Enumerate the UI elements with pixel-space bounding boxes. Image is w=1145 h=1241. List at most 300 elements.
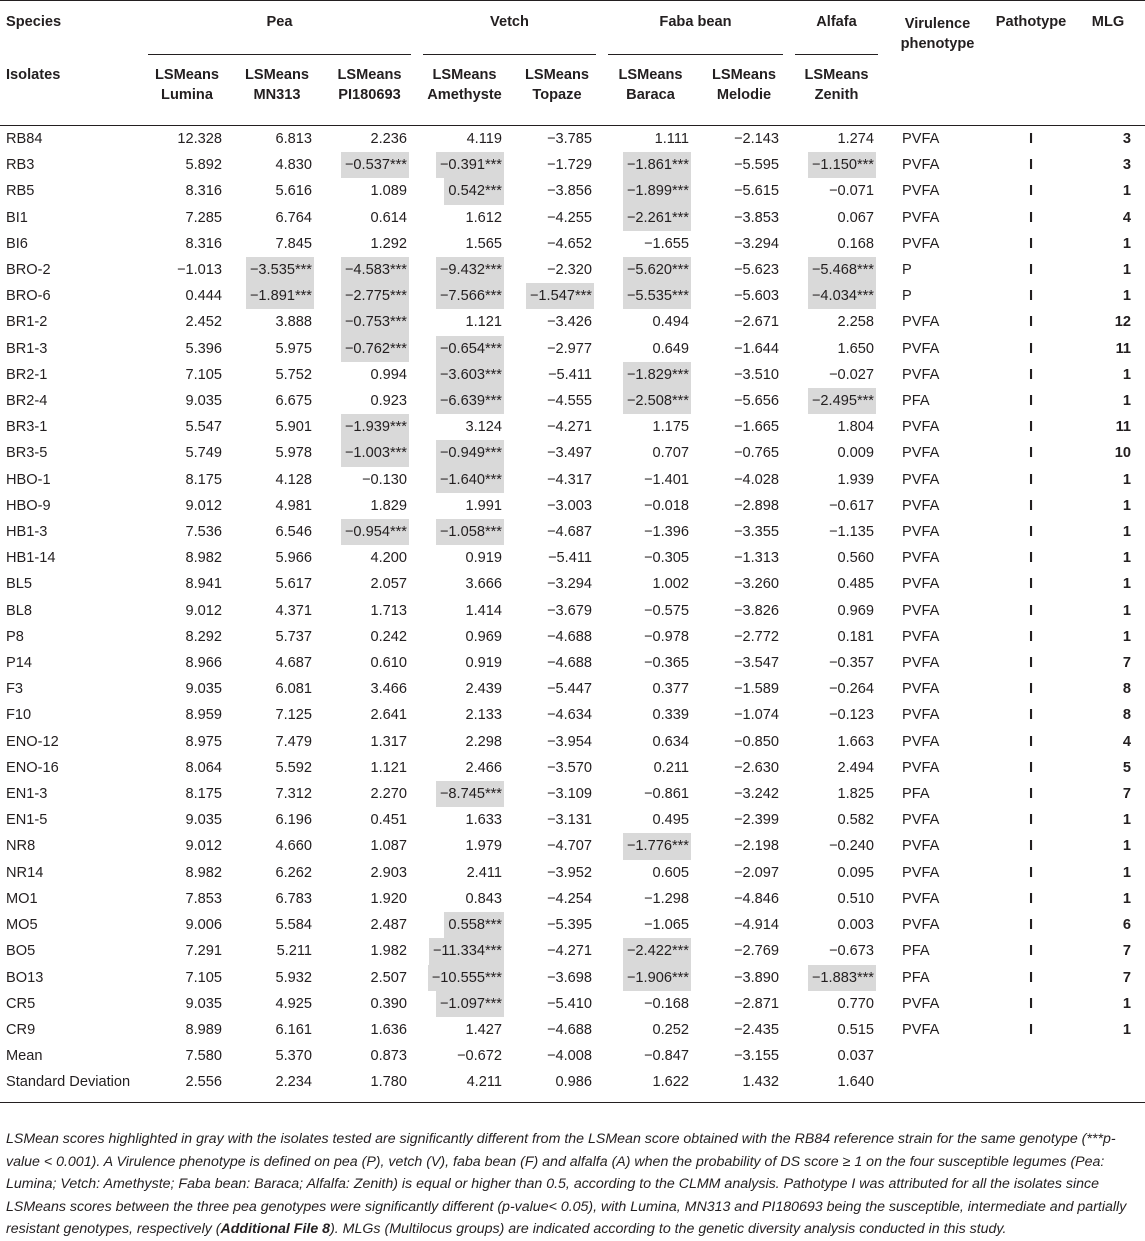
significance-marker: *** [294,262,312,279]
lsmean-cell: 1.825 [837,786,874,803]
col-header-lumina: LSMeans Lumina [154,67,220,103]
lsmean-cell: −3.131 [546,812,592,829]
lsmean-cell [417,440,512,466]
mlg-value: 1 [1122,1021,1131,1038]
lsmean-cell: 5.978 [275,445,312,462]
significant-highlight: −1.829*** [623,362,691,388]
lsmean-cell: 5.584 [275,917,312,934]
lsmean-cell: −4.846 [733,890,779,907]
lsmean-cell: 0.181 [837,628,874,645]
significance-marker: *** [484,366,502,383]
mlg-value: 1 [1122,628,1131,645]
lsmean-cell: 1.565 [465,235,502,252]
pathotype: I [1028,157,1034,174]
mlg-value: 4 [1122,209,1131,226]
virulence-phenotype: PVFA [902,471,940,488]
mlg-value: 3 [1122,157,1131,174]
lsmean-cell [417,152,512,178]
lsmean-cell: −3.890 [733,969,779,986]
lsmean-cell: −2.097 [733,864,779,881]
pathotype: I [1028,864,1034,881]
lsmean-cell: −5.615 [733,183,779,200]
lsmean-cell: −1.401 [643,471,689,488]
lsmean-cell: 0.003 [837,917,874,934]
lsmean-cell: 0.707 [652,445,689,462]
pathotype: I [1028,628,1034,645]
isolate-name: BO13 [6,969,44,986]
isolate-name: NR14 [6,864,44,881]
lsmean-cell: −0.130 [361,471,407,488]
lsmean-cell: −3.294 [546,576,592,593]
significant-highlight: −1.891*** [246,283,314,309]
col-header-pi180693: LSMeans PI180693 [337,67,402,103]
significant-highlight: −1.899*** [623,178,691,204]
lsmean-cell: 0.843 [465,890,502,907]
significant-highlight: −1.547*** [526,283,594,309]
lsmean-cell: 6.764 [275,209,312,226]
significance-marker: *** [856,157,874,174]
pathotype: I [1028,995,1034,1012]
significant-highlight: −11.334*** [429,938,504,964]
significant-highlight: −2.495*** [808,388,876,414]
lsmean-cell: −2.399 [733,812,779,829]
isolate-name: HBO-1 [6,471,51,488]
mlg-value: 1 [1122,995,1131,1012]
lsmean-cell: −4.254 [546,890,592,907]
lsmean-cell: 9.012 [185,602,222,619]
lsmean-cell: 7.285 [185,209,222,226]
isolate-name: MO5 [6,917,38,934]
lsmean-cell: 0.614 [370,209,407,226]
table-row [0,1017,1145,1043]
significance-marker: *** [484,471,502,488]
table-row [0,702,1145,728]
significance-marker: *** [484,917,502,934]
isolate-name: BR2-1 [6,366,48,383]
lsmean-cell: 7.479 [275,733,312,750]
significance-marker: *** [484,288,502,305]
isolate-name: BI6 [6,235,28,252]
lsmean-cell: 1.121 [465,314,502,331]
lsmean-cell: 1.939 [837,471,874,488]
lsmean-cell: 8.966 [185,655,222,672]
col-header-amethyste: LSMeans Amethyste [427,67,502,103]
significance-marker: *** [484,786,502,803]
lsmean-cell: 7.312 [275,786,312,803]
lsmean-cell: −2.898 [733,497,779,514]
lsmean-cell: 0.969 [837,602,874,619]
lsmean-cell [322,309,417,335]
table-row [0,362,1145,388]
pathotype: I [1028,550,1034,567]
isolate-name: EN1-3 [6,786,48,803]
mlg-value: 1 [1122,602,1131,619]
significance-marker: *** [671,183,689,200]
lsmean-cell: −3.426 [546,314,592,331]
lsmean-cell: −1.013 [176,262,222,279]
lsmean-cell: −3.497 [546,445,592,462]
isolate-name: BR2-4 [6,393,48,410]
lsmean-cell: 1.780 [370,1074,407,1091]
significance-marker: *** [671,288,689,305]
significant-highlight: 0.542*** [444,178,504,204]
significant-highlight: −0.954*** [341,519,409,545]
significant-highlight: −5.620*** [623,257,691,283]
lsmean-cell: 1.087 [370,838,407,855]
lsmean-cell: −4.652 [546,235,592,252]
lsmean-cell: 0.770 [837,995,874,1012]
lsmean-cell: 7.105 [185,969,222,986]
virulence-phenotype: PVFA [902,419,940,436]
lsmean-cell: 9.012 [185,497,222,514]
table-row [0,493,1145,519]
lsmean-cell: −2.320 [546,262,592,279]
lsmean-cell: −3.785 [546,131,592,147]
lsmean-cell: −2.198 [733,838,779,855]
virulence-phenotype: PFA [902,786,930,803]
lsmean-cell: −3.856 [546,183,592,200]
lsmean-cell: −3.679 [546,602,592,619]
pathotype: I [1028,524,1034,541]
lsmean-cell [322,414,417,440]
significant-highlight: −2.775*** [341,283,409,309]
group-header-faba-bean: Faba bean [659,14,732,30]
significant-highlight: −2.261*** [623,205,691,231]
virulence-phenotype: PVFA [902,340,940,357]
lsmean-cell: 1.991 [465,497,502,514]
lsmean-cell [602,938,699,964]
significant-highlight: −0.762*** [341,336,409,362]
lsmean-cell: 2.411 [466,864,502,881]
lsmean-cell [417,938,512,964]
lsmean-cell: 9.006 [185,917,222,934]
virulence-phenotype: PVFA [902,157,940,174]
lsmean-cell [602,205,699,231]
lsmean-cell [417,336,512,362]
lsmean-cell [417,781,512,807]
virulence-phenotype: PVFA [902,235,940,252]
significant-highlight: −1.150*** [808,152,876,178]
pathotype: I [1028,681,1034,698]
table-row [0,833,1145,859]
virulence-phenotype: PVFA [902,812,940,829]
significant-highlight: −1.776*** [623,833,691,859]
lsmean-cell [512,283,602,309]
lsmean-cell: −1.589 [733,681,779,698]
significant-highlight: −0.753*** [341,309,409,335]
lsmean-cell: 4.660 [275,838,312,855]
virulence-phenotype: PVFA [902,131,940,147]
lsmean-cell: −3.826 [733,602,779,619]
lsmean-cell: 4.925 [275,995,312,1012]
lsmean-cell: −0.365 [643,655,689,672]
lsmean-cell: 0.009 [837,445,874,462]
significant-highlight: −5.535*** [623,283,691,309]
lsmean-cell [602,362,699,388]
lsmean-cell: −0.861 [643,786,689,803]
lsmean-cell: 8.989 [185,1021,222,1038]
col-header-melodie: LSMeans Melodie [711,67,777,103]
lsmean-cell: −1.729 [546,157,592,174]
table-row [0,729,1145,755]
lsmean-cell: −0.673 [828,943,874,960]
significance-marker: *** [671,209,689,226]
isolate-name: RB84 [6,131,43,147]
lsmean-cell: 7.580 [185,1048,222,1065]
significant-highlight: −2.508*** [623,388,691,414]
col-header-zenith: LSMeans Zenith [804,67,869,103]
virulence-header: Virulence phenotype [900,16,975,52]
isolate-name: BR1-3 [6,340,48,357]
table-row [0,545,1145,571]
pathotype: I [1028,759,1034,776]
significance-marker: *** [484,943,502,960]
table-row [0,205,1145,231]
lsmean-cell: 5.396 [185,340,222,357]
mlg-value: 1 [1122,812,1131,829]
virulence-phenotype: PVFA [902,995,940,1012]
table-row [0,231,1145,257]
lsmean-cell: −4.271 [546,943,592,960]
lsmean-cell: 9.035 [185,393,222,410]
lsmean-cell: 4.211 [466,1074,502,1091]
lsmean-cell: 1.121 [370,759,407,776]
lsmean-cell: −5.395 [546,917,592,934]
isolate-name: HB1-3 [6,524,48,541]
pathotype: I [1028,471,1034,488]
significant-highlight: −1.883*** [808,965,876,991]
lsmean-cell: −4.317 [546,471,592,488]
significance-marker: *** [671,262,689,279]
lsmean-cell: −5.623 [733,262,779,279]
lsmean-cell: 2.452 [185,314,222,331]
pathotype: I [1028,419,1034,436]
significance-marker: *** [484,524,502,541]
additional-file-link[interactable]: Additional File 8 [220,1221,331,1237]
lsmean-cell: −0.357 [828,655,874,672]
lsmean-cell: −2.769 [733,943,779,960]
significant-highlight: −1.640*** [436,467,504,493]
lsmean-cell: −1.396 [643,524,689,541]
lsmean-cell: 1.979 [465,838,502,855]
lsmean-cell: 2.494 [837,759,874,776]
lsmean-cell: 2.641 [370,707,407,724]
lsmean-cell: 1.920 [370,890,407,907]
pathotype [991,1069,1071,1095]
lsmean-cell: 0.095 [837,864,874,881]
isolate-name: BRO-2 [6,262,51,279]
isolates-header: Isolates [6,67,61,83]
lsmean-cell: 1.804 [837,419,874,436]
pathotype: I [1028,235,1034,252]
lsmean-cell: 0.515 [837,1021,874,1038]
significance-marker: *** [484,262,502,279]
lsmean-cell [789,388,884,414]
lsmean-cell: 1.829 [370,497,407,514]
lsmean-cell: −2.143 [733,131,779,147]
table-row [0,912,1145,938]
lsmean-cell: 0.485 [837,576,874,593]
lsmean-cell: 6.161 [275,1021,312,1038]
table-row [0,571,1145,597]
lsmean-cell: −4.271 [546,419,592,436]
significance-marker: *** [671,366,689,383]
significance-marker: *** [671,393,689,410]
lsmean-cell: −2.630 [733,759,779,776]
pathotype: I [1028,576,1034,593]
lsmean-cell: 5.752 [275,366,312,383]
lsmean-cell: 1.414 [465,602,502,619]
isolate-name: P14 [6,655,32,672]
mlg-value: 1 [1122,550,1131,567]
mlg-value: 10 [1114,445,1131,462]
lsmean-cell: 0.339 [652,707,689,724]
isolate-name: P8 [6,628,24,645]
significance-marker: *** [671,157,689,174]
pathotype [991,1043,1071,1069]
significant-highlight: −1.939*** [341,414,409,440]
lsmean-cell: 5.975 [275,340,312,357]
lsmean-cell: 5.211 [276,943,312,960]
virulence-phenotype: PVFA [902,209,940,226]
lsmean-cell: −3.260 [733,576,779,593]
virulence-phenotype: PVFA [902,183,940,200]
lsmean-cell: −3.355 [733,524,779,541]
virulence-phenotype: PVFA [902,759,940,776]
lsmean-cell [417,991,512,1017]
lsmean-cell [417,388,512,414]
lsmean-cell: −5.411 [548,366,592,383]
lsmean-cell: −3.952 [546,864,592,881]
lsmean-cell: 2.903 [370,864,407,881]
lsmean-cell: 2.466 [465,759,502,776]
lsmean-cell: −0.978 [643,628,689,645]
lsmean-cell: 6.081 [275,681,312,698]
lsmean-cell [602,283,699,309]
lsmean-cell: 0.919 [465,655,502,672]
virulence-phenotype: PVFA [902,733,940,750]
lsmean-cell: −3.294 [733,235,779,252]
isolate-name: HBO-9 [6,497,51,514]
lsmean-cell: 3.466 [370,681,407,698]
mlg-value: 1 [1122,471,1131,488]
significance-marker: *** [389,288,407,305]
lsmean-cell: −3.155 [733,1048,779,1065]
significant-highlight: 0.558*** [444,912,504,938]
lsmean-cell: 1.111 [654,131,689,147]
virulence-phenotype: PVFA [902,524,940,541]
pathotype: I [1028,1021,1034,1038]
lsmean-cell: 9.012 [185,838,222,855]
significance-marker: *** [389,445,407,462]
mlg-value: 1 [1122,235,1131,252]
lsmean-cell: 1.292 [370,235,407,252]
significant-highlight: −8.745*** [436,781,504,807]
lsmean-cell: 0.444 [185,288,222,305]
mlg-value: 1 [1122,262,1131,279]
virulence-phenotype: PFA [902,943,930,960]
lsmean-cell [789,152,884,178]
lsmean-cell: 7.105 [185,366,222,383]
lsmean-cell: −4.914 [733,917,779,934]
isolate-name: CR5 [6,995,36,1012]
lsmean-cell: 4.371 [275,602,312,619]
isolate-name: HB1-14 [6,550,56,567]
lsmean-cell: −0.305 [643,550,689,567]
table-row [0,965,1145,991]
lsmean-cell: −0.264 [828,681,874,698]
lsmean-cell: 7.845 [275,235,312,252]
pathotype: I [1028,917,1034,934]
table-row [0,126,1145,152]
mlg-value: 7 [1122,655,1131,672]
lsmean-cell: 7.536 [185,524,222,541]
lsmean-cell: −0.018 [643,497,689,514]
lsmean-cell: −4.008 [546,1048,592,1065]
lsmean-cell: −1.074 [733,707,779,724]
pathotype: I [1028,340,1034,357]
lsmean-cell [417,283,512,309]
significant-highlight: −3.603*** [436,362,504,388]
significant-highlight: −4.034*** [808,283,876,309]
lsmean-cell: 8.316 [185,235,222,252]
lsmean-cell: −2.871 [733,995,779,1012]
mlg-value: 11 [1115,419,1131,436]
lsmean-cell: −3.954 [546,733,592,750]
lsmean-cell [602,178,699,204]
significant-highlight: −1.003*** [341,440,409,466]
virulence-phenotype: PFA [902,969,930,986]
lsmean-cell: 0.986 [555,1074,592,1091]
lsmean-cell [602,388,699,414]
lsmean-cell: 4.981 [275,497,312,514]
mlg-value: 8 [1122,707,1131,724]
lsmean-cell: 1.713 [370,602,407,619]
lsmean-cell: 2.556 [185,1074,222,1091]
lsmean-cell [789,257,884,283]
pathotype: I [1028,655,1034,672]
table-row [0,388,1145,414]
virulence-phenotype: PVFA [902,864,940,881]
lsmean-cell: 5.592 [275,759,312,776]
mlg-value: 1 [1122,890,1131,907]
table-row [0,178,1145,204]
lsmean-cell: −4.688 [546,628,592,645]
lsmean-cell [602,833,699,859]
table-row [0,1069,1145,1095]
isolate-name: RB3 [6,157,35,174]
lsmean-cell: −0.672 [456,1048,502,1065]
isolate-name: BR1-2 [6,314,48,331]
significant-highlight: −6.639*** [436,388,504,414]
table-row [0,781,1145,807]
lsmean-cell: −0.575 [643,602,689,619]
lsmean-cell: −4.555 [546,393,592,410]
lsmean-cell: −5.595 [733,157,779,174]
lsmean-cell: 2.133 [465,707,502,724]
lsmean-cell: 0.242 [370,628,407,645]
lsmean-cell: 0.560 [837,550,874,567]
lsmean-cell: 5.892 [185,157,222,174]
significance-marker: *** [389,419,407,436]
lsmean-cell: 5.966 [275,550,312,567]
lsmean-cell: −1.298 [643,890,689,907]
significance-marker: *** [389,262,407,279]
lsmean-cell: 8.316 [185,183,222,200]
lsmean-cell: −1.644 [733,340,779,357]
lsmean-cell: 9.035 [185,681,222,698]
mlg-value: 1 [1122,183,1131,200]
